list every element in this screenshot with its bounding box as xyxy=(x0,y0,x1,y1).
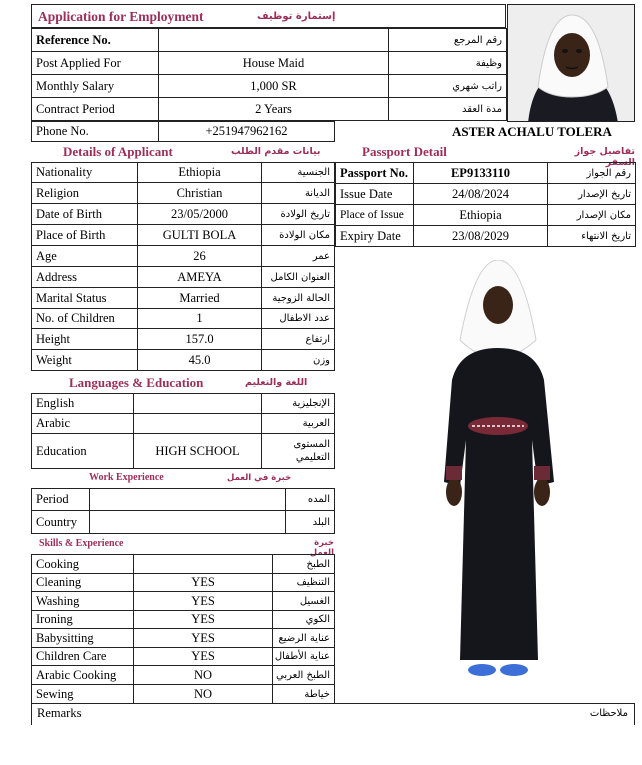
header-bar xyxy=(31,4,506,28)
post-row xyxy=(32,52,507,75)
sewing-label-ar: خياطة xyxy=(273,685,335,704)
salary-row xyxy=(32,75,507,98)
cooking-value xyxy=(134,555,273,574)
english-label: English xyxy=(32,394,134,414)
ironing-value: YES xyxy=(134,611,273,629)
applicant-name: ASTER ACHALU TOLERA xyxy=(452,124,612,139)
applicant-portrait-photo xyxy=(507,4,635,122)
portrait-illustration xyxy=(508,5,635,122)
dob-label-ar: تاريخ الولادة xyxy=(262,204,335,225)
applicant-section-header xyxy=(31,141,334,162)
reference-row xyxy=(32,29,507,52)
cleaning-value: YES xyxy=(134,574,273,592)
nationality-label-ar: الجنسية xyxy=(262,163,335,183)
arabic-label-ar: العربية xyxy=(262,414,335,434)
country-label-ar: البلد xyxy=(286,511,335,534)
marital-value: Married xyxy=(138,288,262,309)
work-section-title-ar: خبرة في العمل xyxy=(227,473,292,483)
weight-label: Weight xyxy=(32,350,138,371)
issue-date-value: 24/08/2024 xyxy=(414,184,548,205)
reference-label-ar: رقم المرجع xyxy=(389,29,507,52)
cleaning-label-ar: التنظيف xyxy=(273,574,335,592)
salary-label: Monthly Salary xyxy=(32,75,159,98)
english-value xyxy=(134,394,262,414)
nationality-value: Ethiopia xyxy=(138,163,262,183)
arabic-cooking-value: NO xyxy=(134,666,273,685)
arabic-label: Arabic xyxy=(32,414,134,434)
form-title: Application for Employment xyxy=(38,9,204,24)
passport-no-label-ar: رقم الجواز xyxy=(548,163,636,184)
cooking-label-ar: الطبخ xyxy=(273,555,335,574)
babysitting-label: Babysitting xyxy=(32,629,134,648)
washing-label: Washing xyxy=(32,592,134,611)
languages-section-header xyxy=(31,372,334,393)
passport-no-value: EP9133110 xyxy=(414,163,548,184)
ironing-label: Ironing xyxy=(32,611,134,629)
reference-value xyxy=(159,29,389,52)
skills-section-title: Skills & Experience xyxy=(39,538,124,549)
salary-label-ar: راتب شهري xyxy=(389,75,507,98)
applicant-details-table xyxy=(31,162,335,371)
expiry-date-label: Expiry Date xyxy=(336,226,414,247)
full-body-illustration xyxy=(420,260,570,700)
address-value: AMEYA xyxy=(138,267,262,288)
religion-label-ar: الديانة xyxy=(262,183,335,204)
contract-label-ar: مدة العقد xyxy=(389,98,507,121)
children-label-ar: عدد الاطفال xyxy=(262,309,335,329)
babysitting-value: YES xyxy=(134,629,273,648)
skills-section-title-ar: خبرة العمل xyxy=(309,538,334,558)
children-care-label-ar: عناية الأطفال xyxy=(273,648,335,666)
passport-section-header xyxy=(335,141,635,168)
children-value: 1 xyxy=(138,309,262,329)
age-value: 26 xyxy=(138,246,262,267)
period-label: Period xyxy=(32,489,90,511)
work-section-header xyxy=(31,469,334,488)
education-label-ar: المستوى التعليمي xyxy=(262,434,335,469)
pob-label: Place of Birth xyxy=(32,225,138,246)
children-care-value: YES xyxy=(134,648,273,666)
english-label-ar: الإنجليزية xyxy=(262,394,335,414)
languages-table xyxy=(31,393,335,469)
weight-value: 45.0 xyxy=(138,350,262,371)
reference-label: Reference No. xyxy=(32,29,159,52)
phone-value: +251947962162 xyxy=(159,122,335,142)
issue-date-label: Issue Date xyxy=(336,184,414,205)
country-value xyxy=(90,511,286,534)
expiry-date-label-ar: تاريخ الانتهاء xyxy=(548,226,636,247)
dob-label: Date of Birth xyxy=(32,204,138,225)
country-label: Country xyxy=(32,511,90,534)
marital-label-ar: الحالة الزوجية xyxy=(262,288,335,309)
arabic-value xyxy=(134,414,262,434)
contract-value: 2 Years xyxy=(159,98,389,121)
expiry-date-value: 23/08/2029 xyxy=(414,226,548,247)
age-label-ar: عمر xyxy=(262,246,335,267)
height-value: 157.0 xyxy=(138,329,262,350)
skills-section-header xyxy=(31,534,334,558)
weight-label-ar: وزن xyxy=(262,350,335,371)
babysitting-label-ar: عناية الرضيع xyxy=(273,629,335,648)
post-label-ar: وظيفة xyxy=(389,52,507,75)
address-label: Address xyxy=(32,267,138,288)
period-value xyxy=(90,489,286,511)
applicant-section-title: Details of Applicant xyxy=(63,144,173,159)
remarks-label: Remarks xyxy=(37,706,82,720)
contract-row xyxy=(32,98,507,121)
sewing-label: Sewing xyxy=(32,685,134,704)
marital-label: Marital Status xyxy=(32,288,138,309)
pob-value: GULTI BOLA xyxy=(138,225,262,246)
place-of-issue-value: Ethiopia xyxy=(414,205,548,226)
washing-value: YES xyxy=(134,592,273,611)
pob-label-ar: مكان الولادة xyxy=(262,225,335,246)
children-label: No. of Children xyxy=(32,309,138,329)
phone-label: Phone No. xyxy=(32,122,159,142)
address-label-ar: العنوان الكامل xyxy=(262,267,335,288)
phone-table xyxy=(31,121,335,142)
cleaning-label: Cleaning xyxy=(32,574,134,592)
job-info-table xyxy=(31,28,507,121)
passport-no-label: Passport No. xyxy=(336,163,414,184)
education-label: Education xyxy=(32,434,134,469)
passport-section-title: Passport Detail xyxy=(362,144,447,159)
post-value: House Maid xyxy=(159,52,389,75)
languages-section-title: Languages & Education xyxy=(69,375,204,390)
remarks-label-ar: ملاحظات xyxy=(589,708,628,719)
skills-table xyxy=(31,554,335,704)
applicant-full-body-photo xyxy=(420,260,570,700)
period-label-ar: المده xyxy=(286,489,335,511)
salary-value: 1,000 SR xyxy=(159,75,389,98)
religion-label: Religion xyxy=(32,183,138,204)
ironing-label-ar: الكوي xyxy=(273,611,335,629)
post-label: Post Applied For xyxy=(32,52,159,75)
work-table xyxy=(31,488,335,534)
place-of-issue-label: Place of Issue xyxy=(336,205,414,226)
children-care-label: Children Care xyxy=(32,648,134,666)
work-section-title: Work Experience xyxy=(89,472,164,483)
languages-section-title-ar: اللغة والتعليم xyxy=(245,377,308,388)
applicant-section-title-ar: بيانات مقدم الطلب xyxy=(231,146,321,157)
passport-section-title-ar: تفاصيل جواز السفر xyxy=(574,146,635,168)
passport-table xyxy=(335,162,636,247)
contract-label: Contract Period xyxy=(32,98,159,121)
dob-value: 23/05/2000 xyxy=(138,204,262,225)
issue-date-label-ar: تاريخ الإصدار xyxy=(548,184,636,205)
form-title-arabic: إستمارة توظيف xyxy=(257,11,336,22)
washing-label-ar: الغسيل xyxy=(273,592,335,611)
arabic-cooking-label-ar: الطبخ العربي xyxy=(273,666,335,685)
place-of-issue-label-ar: مكان الإصدار xyxy=(548,205,636,226)
religion-value: Christian xyxy=(138,183,262,204)
nationality-label: Nationality xyxy=(32,163,138,183)
sewing-value: NO xyxy=(134,685,273,704)
height-label-ar: ارتفاع xyxy=(262,329,335,350)
education-value: HIGH SCHOOL xyxy=(134,434,262,469)
height-label: Height xyxy=(32,329,138,350)
age-label: Age xyxy=(32,246,138,267)
arabic-cooking-label: Arabic Cooking xyxy=(32,666,134,685)
cooking-label: Cooking xyxy=(32,555,134,574)
remarks-row xyxy=(31,703,635,725)
